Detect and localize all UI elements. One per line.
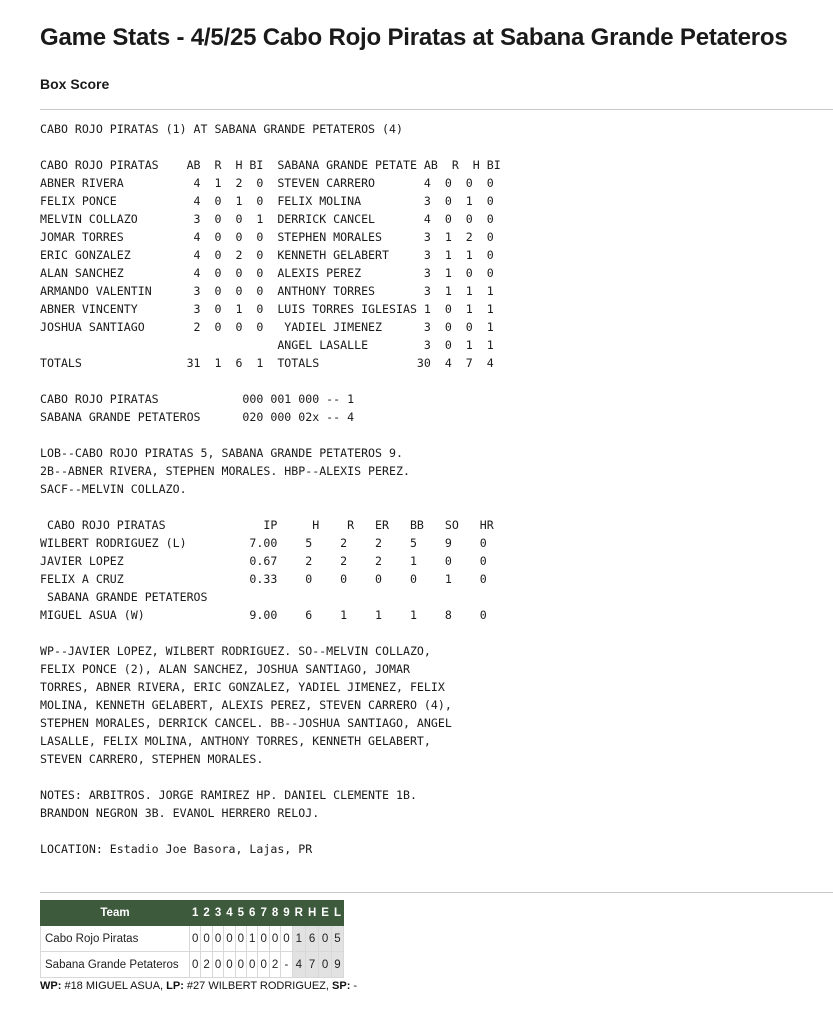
linescore-hits-cell: 6: [305, 926, 318, 952]
linescore-inning-cell: 0: [269, 926, 280, 952]
divider: [40, 109, 833, 110]
linescore-header-inning: 4: [224, 901, 235, 926]
linescore-header-lob: L: [331, 901, 343, 926]
linescore-header-hits: H: [305, 901, 318, 926]
linescore-inning-cell: -: [281, 952, 292, 978]
linescore-header-inning: 6: [247, 901, 258, 926]
linescore-inning-cell: 0: [258, 952, 269, 978]
linescore-inning-cell: 0: [224, 952, 235, 978]
linescore-inning-cell: 0: [235, 926, 246, 952]
linescore-inning-cell: 2: [269, 952, 280, 978]
linescore-header-inning: 1: [190, 901, 201, 926]
box-score-text: CABO ROJO PIRATAS (1) AT SABANA GRANDE PETATEROS (4) CABO ROJO PIRATAS AB R H BI SABANA GRANDE PETATE AB R H BI ABNER RIVERA 4 1 2 0 STEVEN CARRERO 4 0 0 0 FELIX PONCE 4 0 1 0 FELIX MOLINA 3 0 1 0 MELVIN COLLAZO 3 0 0 1 DERRICK CANCEL 4 0 0 0 JOMAR TORRES 4 0 0 0 STEPHEN MORALES 3 1 2 0 ERIC GONZALEZ 4 0 2 0 KENNETH GELABERT 3 1 1 0 ALAN SANCHEZ 4 0 0 0 ALEXIS PEREZ 3 1 0 0 ARMANDO VALENTIN 3 0 0 0 ANTHONY TORRES 3 1 1 1 ABNER VINCENTY 3 0 1 0 LUIS TORRES IGLESIAS 1 0 1 1 JOSHUA SANTIAGO 2 0 0 0 YADIEL JIMENEZ 3 0 0 1 ANGEL LASALLE 3 0 1 1 TOTALS 31 1 6 1 TOTALS 30 4 7 4 CABO ROJO PIRATAS 000 001 000 -- 1 SABANA GRANDE PETATEROS 020 000 02x -- 4 LOB--CABO ROJO PIRATAS 5, SABANA GRANDE PETATEROS 9. 2B--ABNER RIVERA, STEPHEN MORALES. HBP--ALEXIS PEREZ. SACF--MELVIN COLLAZO. CABO ROJO PIRATAS IP H R ER BB SO HR WILBERT RODRIGUEZ (L) 7.00 5 2 2 5 9 0 JAVIER LOPEZ 0.67 2 2 2 1 0 0 FELIX A CRUZ 0.33 0 0 0 0 1 0 SABANA GRANDE PETATEROS MIGUEL ASUA (W) 9.00 6 1 1 1 8 0 WP--JAVIER LOPEZ, WILBERT RODRIGUEZ. SO--MELVIN COLLAZO, FELIX PONCE (2), ALAN SANCHEZ, JOSHUA SANTIAGO, JOMAR TORRES, ABNER RIVERA, ERIC GONZALEZ, YADIEL JIMENEZ, FELIX MOLINA, KENNETH GELABERT, ALEXIS PEREZ, STEVEN CARRERO (4), STEPHEN MORALES, DERRICK CANCEL. BB--JOSHUA SANTIAGO, ANGEL LASALLE, FELIX MOLINA, ANTHONY TORRES, KENNETH GELABERT, STEVEN CARRERO, STEPHEN MORALES. NOTES: ARBITROS. JORGE RAMIREZ HP. DANIEL CLEMENTE 1B. BRANDON NEGRON 3B. EVANOL HERRERO RELOJ. LOCATION: Estadio Joe Basora, Lajas, PR: [40, 122, 501, 856]
linescore-inning-cell: 0: [190, 926, 201, 952]
divider: [40, 892, 833, 893]
page-title: Game Stats - 4/5/25 Cabo Rojo Piratas at Sabana Grande Petateros: [40, 24, 788, 51]
linescore-header-errors: E: [319, 901, 332, 926]
linescore-team-name: Sabana Grande Petateros: [41, 952, 190, 978]
linescore-table: [40, 900, 344, 978]
linescore-team-name: Cabo Rojo Piratas: [41, 926, 190, 952]
linescore-inning-cell: 2: [201, 952, 212, 978]
linescore-inning-cell: 0: [281, 926, 292, 952]
linescore-row-away: [41, 926, 344, 952]
linescore-inning-cell: 0: [212, 926, 223, 952]
linescore-lob-cell: 9: [331, 952, 343, 978]
linescore-header-inning: 9: [281, 901, 292, 926]
linescore-errors-cell: 0: [319, 926, 332, 952]
linescore-header-inning: 3: [212, 901, 223, 926]
linescore-header-row: [41, 901, 344, 926]
linescore-inning-cell: 0: [212, 952, 223, 978]
winning-pitcher-value: #18 MIGUEL ASUA,: [61, 980, 167, 992]
linescore-inning-cell: 0: [224, 926, 235, 952]
save-pitcher-value: -: [350, 980, 358, 992]
linescore-inning-cell: 0: [201, 926, 212, 952]
linescore-hits-cell: 7: [305, 952, 318, 978]
pitchers-of-record: [40, 980, 357, 992]
linescore-header-inning: 8: [269, 901, 280, 926]
linescore-inning-cell: 0: [235, 952, 246, 978]
winning-pitcher-label: WP:: [40, 980, 62, 992]
linescore-inning-cell: 0: [190, 952, 201, 978]
save-pitcher-label: SP:: [332, 980, 351, 992]
linescore-header-inning: 2: [201, 901, 212, 926]
linescore-runs-cell: 1: [292, 926, 305, 952]
linescore-lob-cell: 5: [331, 926, 343, 952]
linescore-header-team: Team: [41, 901, 190, 926]
linescore-errors-cell: 0: [319, 952, 332, 978]
linescore-inning-cell: 0: [247, 952, 258, 978]
linescore-inning-cell: 1: [247, 926, 258, 952]
linescore-header-inning: 5: [235, 901, 246, 926]
linescore-row-home: [41, 952, 344, 978]
linescore-runs-cell: 4: [292, 952, 305, 978]
box-score-heading: Box Score: [40, 76, 110, 92]
losing-pitcher-value: #27 WILBERT RODRIGUEZ,: [183, 980, 333, 992]
linescore-header-inning: 7: [258, 901, 269, 926]
losing-pitcher-label: LP:: [166, 980, 184, 992]
linescore-header-runs: R: [292, 901, 305, 926]
linescore-inning-cell: 0: [258, 926, 269, 952]
